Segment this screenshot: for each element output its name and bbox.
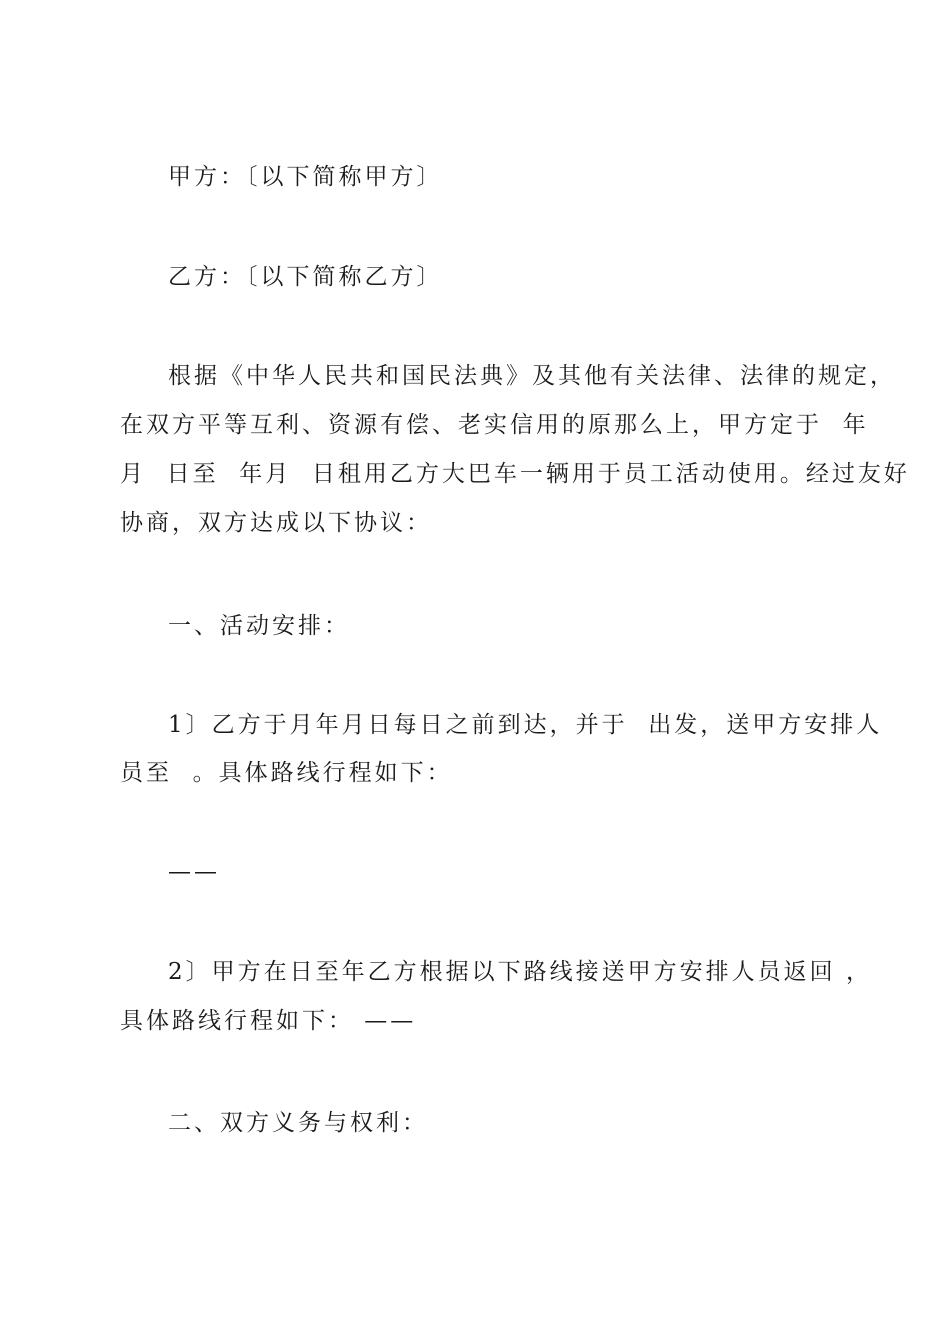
- item-1-line-1: 1〕乙方于月年月日每日之前到达，并于 出发，送甲方安排人: [168, 712, 883, 738]
- party-b-line: 乙方：〔以下简称乙方〕: [168, 264, 443, 290]
- route-1-dash: ——: [168, 859, 220, 885]
- intro-line-3: 月 日至 年月 日租用乙方大巴车一辆用于员工活动使用。经过友好: [120, 461, 910, 487]
- intro-line-1: 根据《中华人民共和国民法典》及其他有关法律、法律的规定，: [168, 363, 896, 389]
- intro-line-2: 在双方平等互利、资源有偿、老实信用的原那么上，甲方定于 年: [120, 412, 869, 438]
- party-a-line: 甲方：〔以下简称甲方〕: [168, 164, 443, 190]
- section-2-heading: 二、双方义务与权利：: [168, 1110, 428, 1136]
- section-1-heading: 一、活动安排：: [168, 613, 350, 639]
- intro-line-4: 协商，双方达成以下协议：: [120, 510, 432, 536]
- item-2-line-1: 2〕甲方在日至年乙方根据以下路线接送甲方安排人员返回 ，: [168, 959, 872, 985]
- item-2-line-2: 具体路线行程如下： ——: [120, 1008, 417, 1034]
- item-1-line-2: 员至 。具体路线行程如下：: [120, 760, 453, 786]
